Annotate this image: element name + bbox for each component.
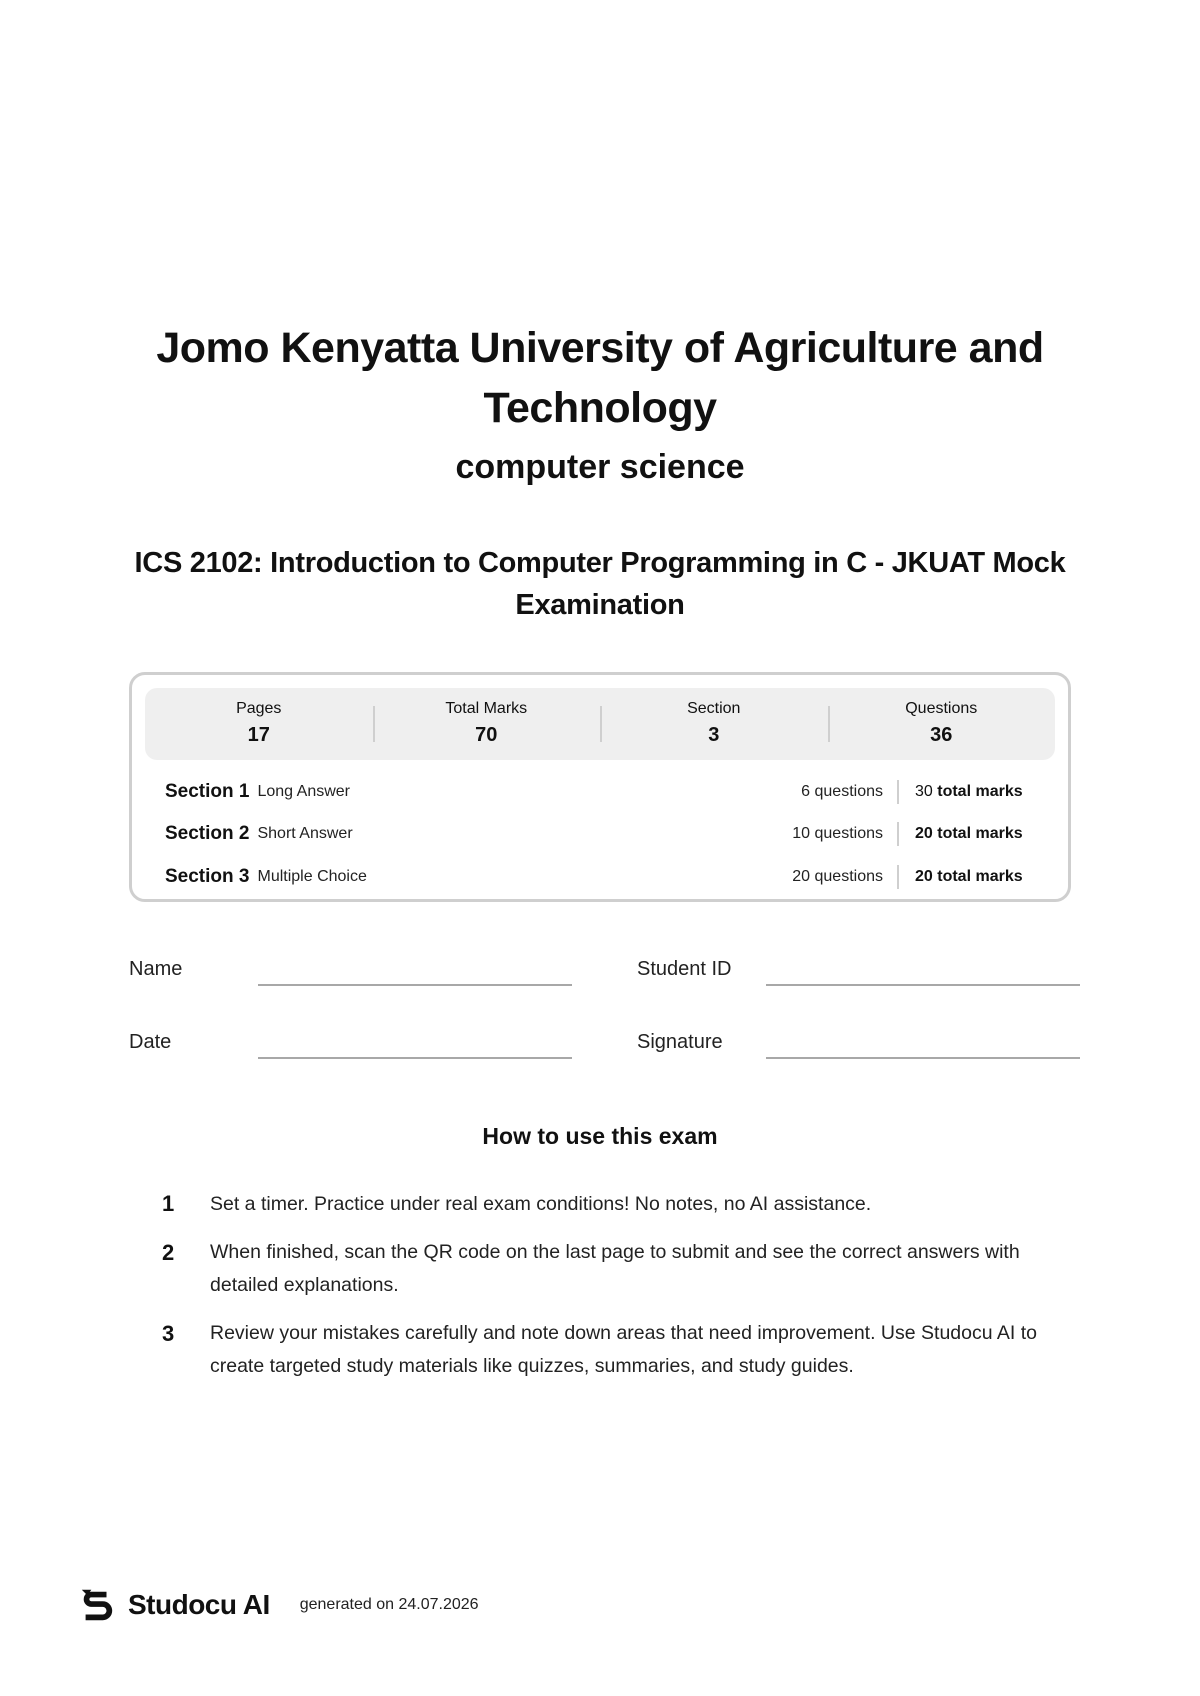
step-number: 1 [162, 1191, 175, 1216]
step-number: 2 [162, 1240, 175, 1265]
section-marks [899, 783, 1035, 801]
exam-title: ICS 2102: Introduction to Computer Programming in C - JKUAT Mock Examination [134, 547, 1066, 621]
section-marks-value: 20 [915, 825, 933, 842]
name-field[interactable] [258, 984, 572, 986]
section-meta [792, 865, 1035, 889]
university-name: Jomo Kenyatta University of Agriculture and Technology [156, 324, 1044, 432]
signature-label: Signature [637, 1031, 723, 1053]
section-marks-suffix: total marks [937, 825, 1023, 842]
section-name: Section 2 [165, 823, 250, 844]
section-row-3 [165, 862, 1035, 892]
section-marks [899, 825, 1035, 843]
section-marks-suffix: total marks [937, 783, 1023, 800]
section-question-count: 10 questions [792, 822, 899, 846]
section-question-count: 20 questions [792, 865, 899, 889]
section-row-1 [165, 777, 1035, 807]
stat-value: 17 [247, 724, 270, 746]
section-type: Short Answer [257, 825, 353, 842]
section-row-2 [165, 819, 1035, 849]
stat-label: Questions [905, 700, 978, 717]
section-marks-value: 30 [915, 783, 933, 800]
section-meta [801, 780, 1035, 804]
section-meta [792, 822, 1035, 846]
generated-date: generated on 24.07.2026 [299, 1596, 479, 1613]
stat-label: Section [687, 700, 741, 717]
exam-stats-bar [145, 688, 1055, 760]
section-question-count: 6 questions [801, 780, 899, 804]
step-text: When finished, scan the QR code on the last page to submit and see the correct answers with detailed explanations. [210, 1241, 1020, 1296]
date-field[interactable] [258, 1057, 572, 1059]
step-text: Set a timer. Practice under real exam conditions! No notes, no AI assistance. [210, 1193, 872, 1215]
section-marks [899, 868, 1035, 886]
stat-value: 70 [475, 724, 498, 746]
stat-section [600, 688, 828, 760]
brand-name: Studocu AI [128, 1589, 270, 1620]
stat-total-marks [373, 688, 601, 760]
section-type: Long Answer [257, 783, 350, 800]
step-number: 3 [162, 1321, 175, 1346]
stat-pages [145, 688, 373, 760]
stat-label: Pages [236, 700, 282, 717]
step-text: Review your mistakes carefully and note down areas that need improvement. Use Studocu AI to create targeted study materials like quizzes, summaries, and study guides. [210, 1322, 1038, 1377]
name-label: Name [129, 958, 183, 980]
footer [78, 1584, 479, 1626]
stat-value: 36 [930, 724, 953, 746]
section-type: Multiple Choice [257, 868, 367, 885]
stat-questions [828, 688, 1056, 760]
studocu-logo-icon [78, 1586, 116, 1624]
section-name: Section 3 [165, 866, 250, 887]
section-marks-suffix: total marks [937, 868, 1023, 885]
student-id-field[interactable] [766, 984, 1080, 986]
howto-title: How to use this exam [482, 1123, 718, 1149]
section-marks-value: 20 [915, 868, 933, 885]
stat-value: 3 [708, 724, 720, 746]
department-name: computer science [455, 448, 745, 486]
stat-label: Total Marks [445, 700, 528, 717]
student-id-label: Student ID [637, 958, 732, 980]
section-name: Section 1 [165, 781, 250, 802]
signature-field[interactable] [766, 1057, 1080, 1059]
date-label: Date [129, 1031, 172, 1053]
